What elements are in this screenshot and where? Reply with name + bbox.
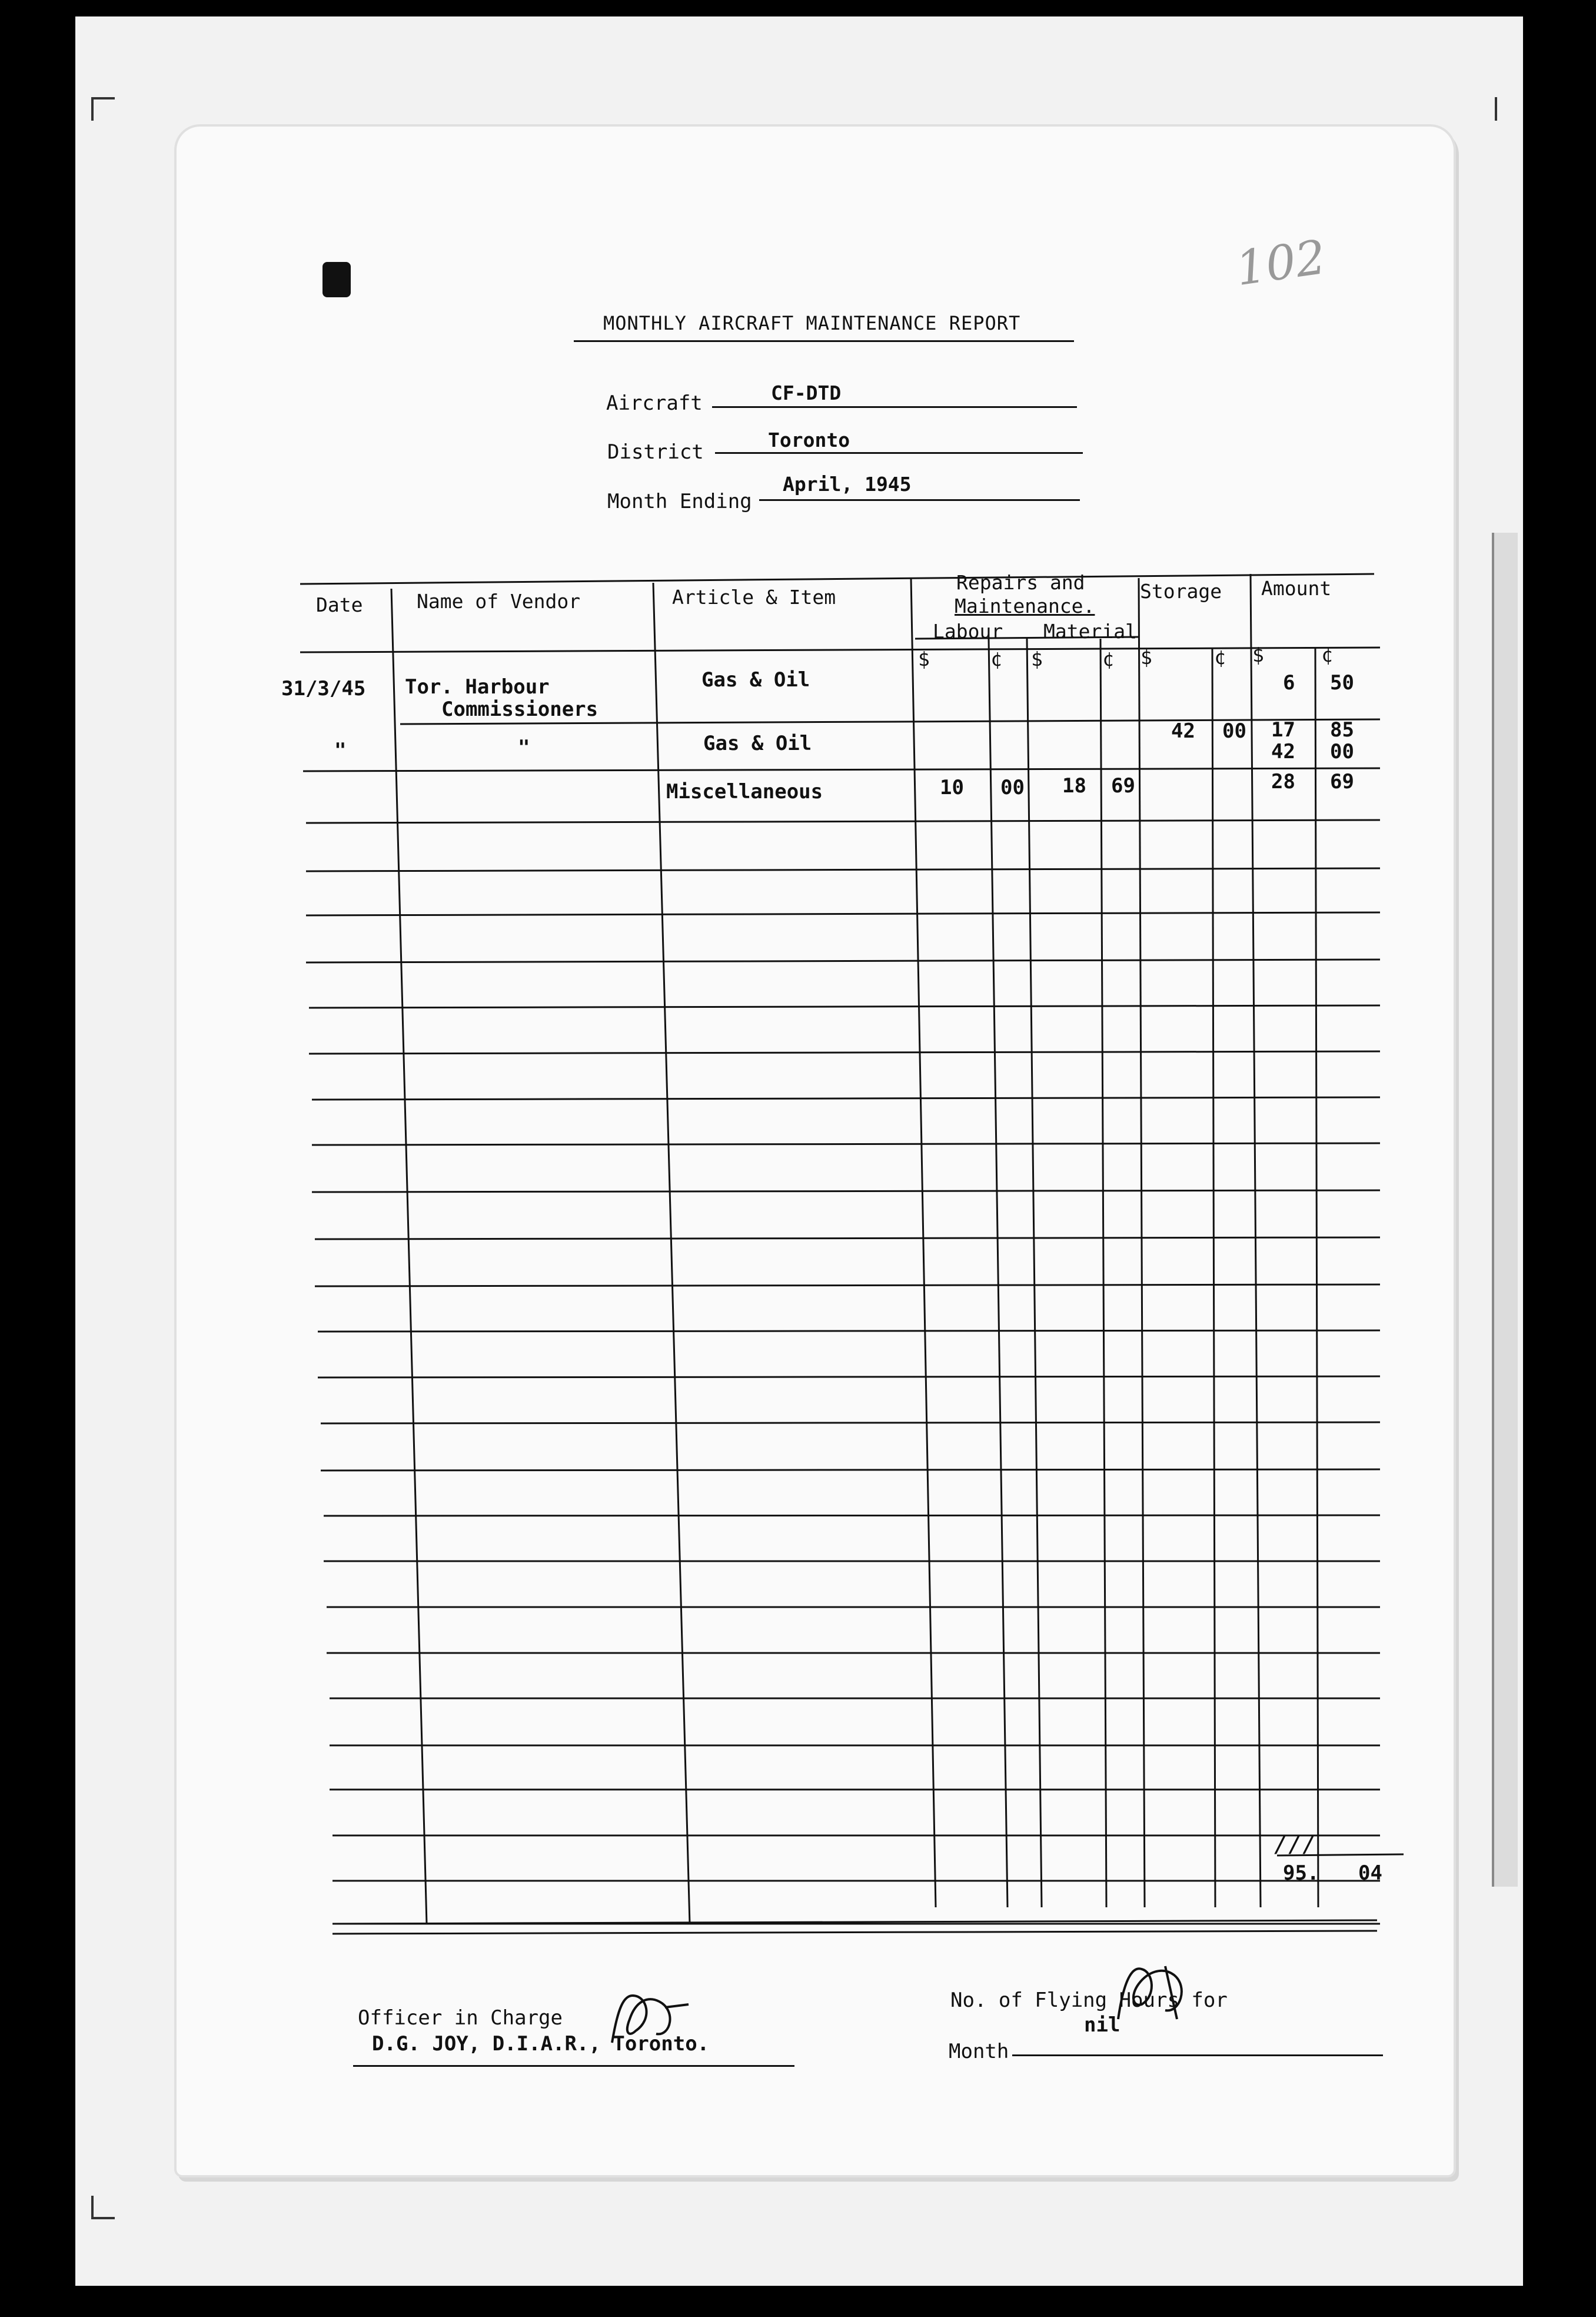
header-repairs-line1: Repairs and <box>956 571 1085 594</box>
header-vendor: Name of Vendor <box>417 590 581 613</box>
storage-dollar-sign: $ <box>1141 646 1152 669</box>
district-value: Toronto <box>768 429 850 452</box>
flying-hours-value: nil <box>1084 2013 1120 2037</box>
row2-storage-cents: 00 <box>1222 719 1246 743</box>
officer-underline <box>353 2065 794 2067</box>
material-dollar-sign: $ <box>1031 648 1043 670</box>
aircraft-label: Aircraft <box>606 391 703 415</box>
amount-dollar-sign: $ <box>1252 643 1264 666</box>
row3-article: Miscellaneous <box>666 780 823 804</box>
flying-hours-initials-signature <box>1106 1954 1212 2031</box>
month-ending-value: April, 1945 <box>783 473 912 496</box>
flying-hours-underline <box>1012 2054 1383 2056</box>
flying-hours-label: No. of Flying Hours for <box>950 1989 1228 2012</box>
row2-vendor-ditto: " <box>518 736 530 759</box>
header-date: Date <box>316 593 363 616</box>
header-article: Article & Item <box>672 586 836 609</box>
row3-material-dollars: 18 <box>1062 774 1086 798</box>
total-tally-mark: /// <box>1274 1831 1317 1858</box>
aircraft-value: CF-DTD <box>771 381 842 404</box>
row1-vendor-line1: Tor. Harbour <box>405 675 550 699</box>
amount-cent-sign: ¢ <box>1321 643 1333 666</box>
labour-dollar-sign: $ <box>918 648 930 670</box>
material-cent-sign: ¢ <box>1102 648 1114 670</box>
officer-name: D.G. JOY, D.I.A.R., Toronto. <box>372 2032 710 2056</box>
row1-amount-dollars: 6 <box>1283 671 1295 695</box>
page-number: 102 <box>1232 229 1329 297</box>
header-labour: Labour <box>933 620 1003 643</box>
row3-labour-cents: 00 <box>1000 776 1025 799</box>
header-repairs-line2: Maintenance. <box>955 595 1095 618</box>
report-title: MONTHLY AIRCRAFT MAINTENANCE REPORT <box>603 312 1021 334</box>
row1-vendor-line2: Commissioners <box>441 698 598 721</box>
row3-amount-dollars: 28 <box>1271 770 1295 794</box>
month-ending-label: Month Ending <box>607 490 752 513</box>
storage-cent-sign: ¢ <box>1214 646 1226 669</box>
row2-amount-cents-2: 00 <box>1330 740 1354 764</box>
row3-labour-dollars: 10 <box>940 776 964 799</box>
header-amount: Amount <box>1261 577 1332 600</box>
labour-cent-sign: ¢ <box>990 648 1002 670</box>
row3-material-cents: 69 <box>1111 774 1135 798</box>
row3-amount-cents: 69 <box>1330 770 1354 794</box>
row1-amount-cents: 50 <box>1330 671 1354 695</box>
officer-label: Officer in Charge <box>358 2006 563 2030</box>
row2-storage-dollars: 42 <box>1171 719 1195 743</box>
district-label: District <box>607 440 704 464</box>
row2-amount-cents: 85 <box>1330 718 1354 742</box>
row1-article: Gas & Oil <box>701 668 810 692</box>
header-storage: Storage <box>1140 580 1222 603</box>
row1-date: 31/3/45 <box>281 677 366 701</box>
total-cents: 04 <box>1358 1861 1382 1885</box>
row2-article: Gas & Oil <box>703 732 812 755</box>
month-footer-label: Month <box>949 2040 1009 2063</box>
row2-amount-dollars-2: 42 <box>1271 740 1295 764</box>
row2-amount-dollars: 17 <box>1271 718 1295 742</box>
header-material: Material <box>1043 620 1137 643</box>
row2-date-ditto: " <box>334 739 347 762</box>
officer-initials-signature <box>600 1984 718 2054</box>
total-dollars: 95. <box>1283 1861 1319 1885</box>
